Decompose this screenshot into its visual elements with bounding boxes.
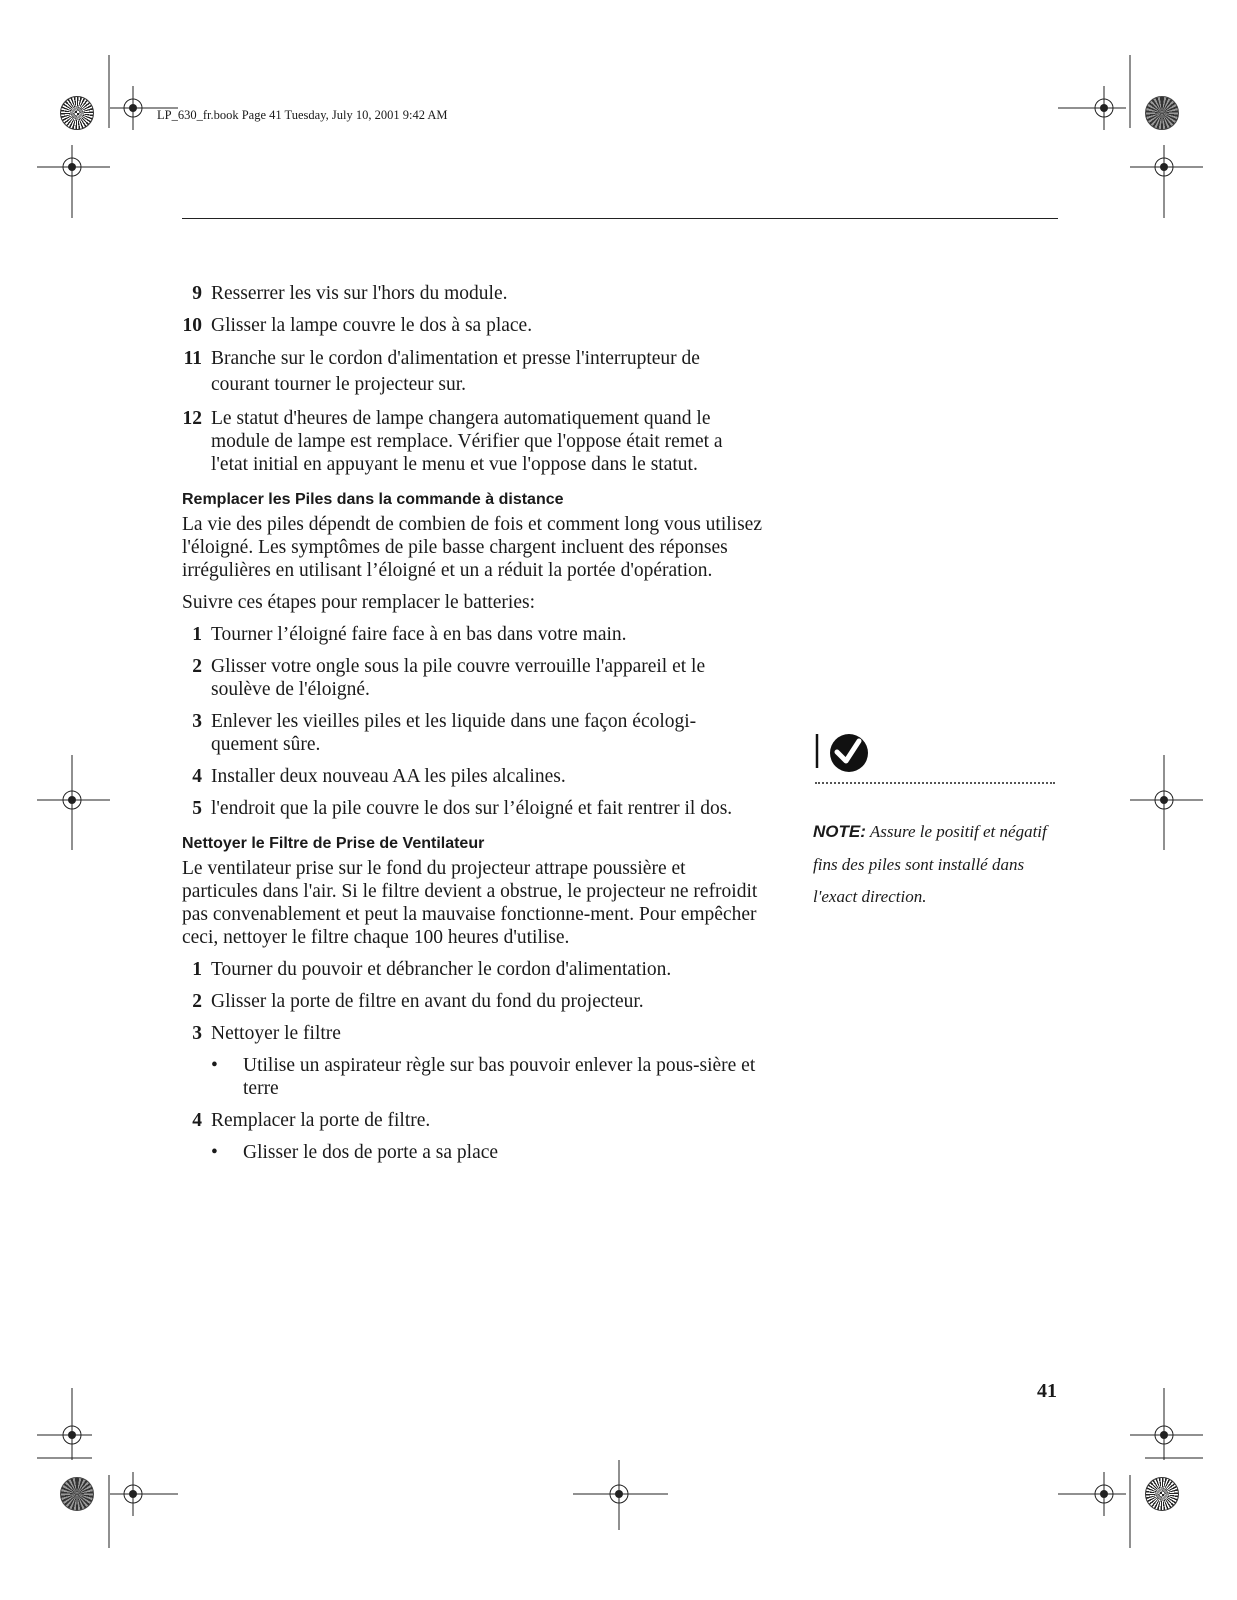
step-number: 4 xyxy=(192,766,202,787)
section-heading-filter: Nettoyer le Filtre de Prise de Ventilateur xyxy=(182,835,485,852)
step-text: Installer deux nouveau AA les piles alcalines. xyxy=(211,766,566,787)
step-text: Glisser la porte de filtre en avant du fond du projecteur. xyxy=(211,991,644,1012)
step-number: 2 xyxy=(192,991,202,1012)
step-text: Resserrer les vis sur l'hors du module. xyxy=(211,283,508,304)
bullet-item xyxy=(182,1141,762,1164)
step-text: Tourner du pouvoir et débrancher le cordon d'alimentation. xyxy=(211,959,672,980)
paragraph: La vie des piles dépendt de combien de fois et comment long vous utilisez l'éloigné. Les symptômes de pile basse chargent incluent des réponses irrégulières en utilisant l’éloigné et un a réduit la portée d'opération. xyxy=(182,514,762,581)
paragraph: Suivre ces étapes pour remplacer le batteries: xyxy=(182,592,536,613)
section-heading-batteries: Remplacer les Piles dans la commande à distance xyxy=(182,491,564,508)
page-number: 41 xyxy=(1037,1380,1057,1402)
step-text: Tourner l’éloigné faire face à en bas dans votre main. xyxy=(211,624,627,645)
step-number: 12 xyxy=(182,408,202,429)
step-item xyxy=(182,958,762,981)
note-label: NOTE: xyxy=(813,822,866,841)
note-logo-icon xyxy=(815,732,875,774)
color-rosette-top-right xyxy=(1145,96,1179,130)
paragraph: Le ventilateur prise sur le fond du projecteur attrape poussière et particules dans l'air. Si le filtre devient a obstrue, le projecteur ne refroidit pas convenablement et peut la mauvaise fonctionne-ment. Pour empêcher ceci, nettoyer le filtre chaque 100 heures d'utilise. xyxy=(182,858,758,948)
step-item xyxy=(182,990,762,1013)
step-text: Branche sur le cordon d'alimentation et presse l'interrupteur de courant tourner le projecteur sur. xyxy=(211,348,700,395)
bullet-text: Glisser le dos de porte a sa place xyxy=(243,1142,499,1163)
step-text: Remplacer la porte de filtre. xyxy=(211,1110,431,1131)
step-text: l'endroit que la pile couvre le dos sur l’éloigné et fait rentrer il dos. xyxy=(211,798,733,819)
step-item xyxy=(182,623,762,646)
step-item xyxy=(182,765,762,788)
bullet-glyph: • xyxy=(211,1055,218,1076)
step-item xyxy=(182,1109,762,1132)
note-divider xyxy=(815,782,1055,784)
step-number: 1 xyxy=(192,959,202,980)
note-body: Assure le positif et négatif fins des piles sont installé dans l'exact direction. xyxy=(813,822,1047,906)
step-text: Glisser la lampe couvre le dos à sa place. xyxy=(211,315,533,336)
header-rule xyxy=(182,218,1058,219)
step-text: Enlever les vieilles piles et les liquide dans une façon écologi-quement sûre. xyxy=(211,711,697,755)
step-item xyxy=(182,314,762,337)
sidebar-note xyxy=(813,816,1063,914)
step-item xyxy=(182,1022,762,1045)
step-item xyxy=(182,282,762,305)
step-number: 1 xyxy=(192,624,202,645)
step-number: 5 xyxy=(192,798,202,819)
step-number: 9 xyxy=(192,283,202,304)
step-item xyxy=(182,655,762,701)
step-number: 2 xyxy=(192,656,202,677)
color-rosette-top-left xyxy=(60,96,94,130)
color-rosette-bottom-right xyxy=(1145,1477,1179,1511)
step-number: 3 xyxy=(192,1023,202,1044)
step-item xyxy=(182,407,762,476)
main-content xyxy=(182,282,762,1173)
step-number: 4 xyxy=(192,1110,202,1131)
step-number: 11 xyxy=(183,348,202,369)
print-slug-header: LP_630_fr.book Page 41 Tuesday, July 10, 2001 9:42 AM xyxy=(157,108,448,122)
bullet-text: Utilise un aspirateur règle sur bas pouvoir enlever la pous-sière et terre xyxy=(243,1055,756,1099)
step-text: Glisser votre ongle sous la pile couvre verrouille l'appareil et le soulève de l'éloigné. xyxy=(211,656,706,700)
step-number: 3 xyxy=(192,711,202,732)
step-item xyxy=(182,710,762,756)
bullet-item xyxy=(182,1054,762,1100)
step-text: Le statut d'heures de lampe changera automatiquement quand le module de lampe est remplace. Vérifier que l'oppose était remet a l'etat initial en appuyant le menu et vue l'oppose dans le statut. xyxy=(211,408,723,475)
bullet-glyph: • xyxy=(211,1142,218,1163)
step-text: Nettoyer le filtre xyxy=(211,1023,341,1044)
step-item xyxy=(182,797,762,820)
color-rosette-bottom-left xyxy=(60,1477,94,1511)
step-number: 10 xyxy=(182,315,202,336)
step-item xyxy=(182,346,762,398)
